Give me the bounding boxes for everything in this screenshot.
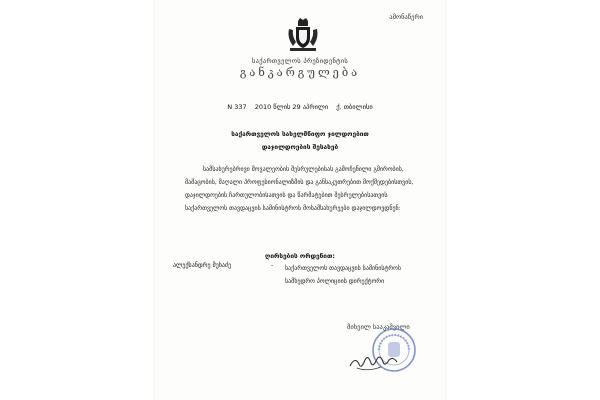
document-title-line-2: დაჯილდოების შესახებ bbox=[261, 143, 339, 151]
decree-date: 2010 წლის 29 აპრილი bbox=[254, 103, 329, 111]
body-paragraph bbox=[185, 163, 433, 215]
separator-dash: - bbox=[271, 262, 274, 269]
issuer-name: საქართველოს პრეზიდენტის bbox=[251, 57, 349, 65]
award-heading: ღირსების ორდენით: bbox=[265, 252, 335, 260]
decree-number: N 337 bbox=[227, 103, 247, 111]
document-type: განკარგულება bbox=[239, 66, 361, 79]
signatory-name: მიხეილ სააკაშვილი bbox=[347, 323, 410, 331]
position-line: საქართველოს თავდაცვის სამინისტროს bbox=[285, 265, 402, 272]
body-line: სამსახურებრივი მოვალეობის შესრულებისას გამოჩენილი გმირობის, bbox=[203, 166, 404, 173]
reference-line bbox=[155, 103, 445, 111]
document-page bbox=[155, 0, 445, 400]
body-line: დაჯილდოების ჩართულობისათვის და წარმატებით შესრულებისათვის bbox=[185, 192, 388, 199]
document-title-line-1: საქართველოს სახელმწიფო ჯილდოებით bbox=[231, 130, 369, 138]
awardee-name: ალექსანდრე მუხაძე bbox=[173, 262, 232, 269]
awardee-position bbox=[285, 262, 435, 288]
body-line: მამაცობის, მაღალი პროფესიონალიზმის და განსაკუთრებით მოქმედებისთვის, bbox=[185, 179, 414, 186]
coat-of-arms-icon bbox=[285, 18, 321, 54]
extract-label: ამონაწერი bbox=[389, 13, 423, 21]
decree-place: ქ. თბილისი bbox=[336, 103, 373, 111]
position-line: სამხედრო პოლიციის დირექტორი bbox=[285, 278, 385, 285]
handwritten-signature-icon bbox=[347, 348, 402, 374]
body-line: საქართველოს თავდაცვის სამინისტროს მოსამსახურეები დაჯილდოვდნენ: bbox=[185, 205, 401, 212]
